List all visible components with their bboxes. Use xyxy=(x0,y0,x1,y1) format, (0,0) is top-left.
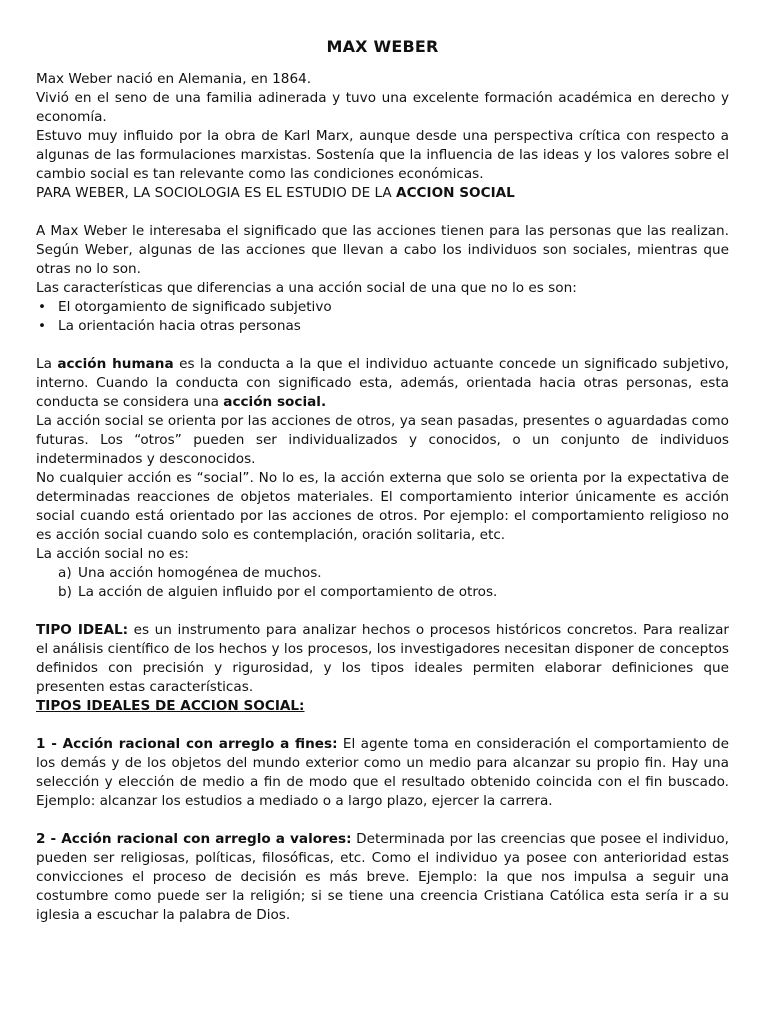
list-item-text: Una acción homogénea de muchos. xyxy=(78,565,322,581)
ideal-types-heading xyxy=(36,697,729,716)
type2-text: Determinada por las creencias que posee el individuo, pueden ser religiosas, políticas, filosóficas, etc. Como el individuo ya posee con anterioridad estas convicciones el proceso de decisión es más breve. Ejemplo: la que nos impulsa a seguir una costumbre como puede ser la religión; si se tiene una creencia Cristiana Católica esta sería ir a su iglesia a escuchar la palabra de Dios. xyxy=(36,831,729,923)
ideal-types-heading-text: TIPOS IDEALES DE ACCION SOCIAL: xyxy=(36,698,305,714)
type2-paragraph xyxy=(36,830,729,925)
type1-text: El agente toma en consideración el comportamiento de los demás y de los objetos del mundo exterior como un medio para alcanzar su propio fin. Hay una selección y elección de medio a fin de modo que el resultado obtenido coincida con el fin buscado. Ejemplo: alcanzar los estudios a mediado o a largo plazo, ejercer la carrera. xyxy=(36,736,729,809)
document-title: MAX WEBER xyxy=(326,37,439,56)
text-run: La xyxy=(36,356,58,372)
not-social-list xyxy=(36,564,729,602)
list-item: • El otorgamiento de significado subjetivo xyxy=(36,298,729,317)
social-action-term: acción social. xyxy=(223,394,327,410)
characteristics-list xyxy=(36,298,729,336)
human-action-term: acción humana xyxy=(57,356,174,372)
list-marker: a) xyxy=(58,565,72,581)
list-item: • La orientación hacia otras personas xyxy=(36,317,729,336)
human-action-paragraph xyxy=(36,355,729,412)
list-marker: b) xyxy=(58,584,72,600)
ideal-type-label: TIPO IDEAL: xyxy=(36,622,129,638)
characteristics-intro: Las características que diferencias a una acción social de una que no lo es son: xyxy=(36,280,577,296)
list-item xyxy=(58,583,729,602)
sociology-definition-text: PARA WEBER, LA SOCIOLOGIA ES EL ESTUDIO DE LA xyxy=(36,185,397,201)
sociology-definition-term: ACCION SOCIAL xyxy=(396,185,515,201)
orientation-paragraph: La acción social se orienta por las acciones de otros, ya sean pasadas, presentes o aguardadas como futuras. Los “otros” pueden ser individualizados y conocidos, o un conjunto de individuos indeterminados y desconocidos. xyxy=(36,413,729,467)
ideal-type-text: es un instrumento para analizar hechos o procesos históricos concretos. Para realizar el análisis científico de los hechos y los procesos, los investigadores necesitan disponer de conceptos definidos con precisión y rigurosidad, y los tipos ideales permiten elaborar definiciones que presenten estas características. xyxy=(36,622,729,695)
ideal-type-paragraph xyxy=(36,621,729,697)
type2-label: 2 - Acción racional con arreglo a valores: xyxy=(36,831,352,847)
intro-marx-influence: Estuvo muy influido por la obra de Karl Marx, aunque desde una perspectiva crítica con respecto a algunas de las formulaciones marxistas. Sostenía que la influencia de las ideas y los valores sobre el cambio social es tan relevante como las condiciones económicas. xyxy=(36,128,729,182)
type1-paragraph xyxy=(36,735,729,811)
type1-label: 1 - Acción racional con arreglo a fines: xyxy=(36,736,338,752)
not-social-paragraph: No cualquier acción es “social”. No lo es, la acción externa que solo se orienta por la expectativa de determinadas reacciones de objetos materiales. El comportamiento interior únicamente es acción social cuando está orientado por las acciones de otros. Por ejemplo: el comportamiento religioso no es acción social cuando solo es contemplación, oración solitaria, etc. xyxy=(36,470,729,543)
intro-sociology-definition xyxy=(36,184,729,203)
list-item-text: La acción de alguien influido por el comportamiento de otros. xyxy=(78,584,498,600)
document-page xyxy=(36,36,729,925)
list-item xyxy=(58,564,729,583)
intro-birth: Max Weber nació en Alemania, en 1864. xyxy=(36,71,312,87)
social-action-is-not: La acción social no es: xyxy=(36,546,189,562)
weber-interest-paragraph: A Max Weber le interesaba el significado que las acciones tienen para las personas que las realizan. Según Weber, algunas de las acciones que llevan a cabo los individuos son sociales, mientras que otras no lo son. xyxy=(36,223,729,277)
intro-education: Vivió en el seno de una familia adinerada y tuvo una excelente formación académica en derecho y economía. xyxy=(36,90,729,125)
text-run: es la conducta a la que el individuo actuante concede un significado subjetivo, interno. Cuando la conducta con significado esta, además, orientada hacia otras personas, esta conducta se considera una xyxy=(36,356,730,410)
